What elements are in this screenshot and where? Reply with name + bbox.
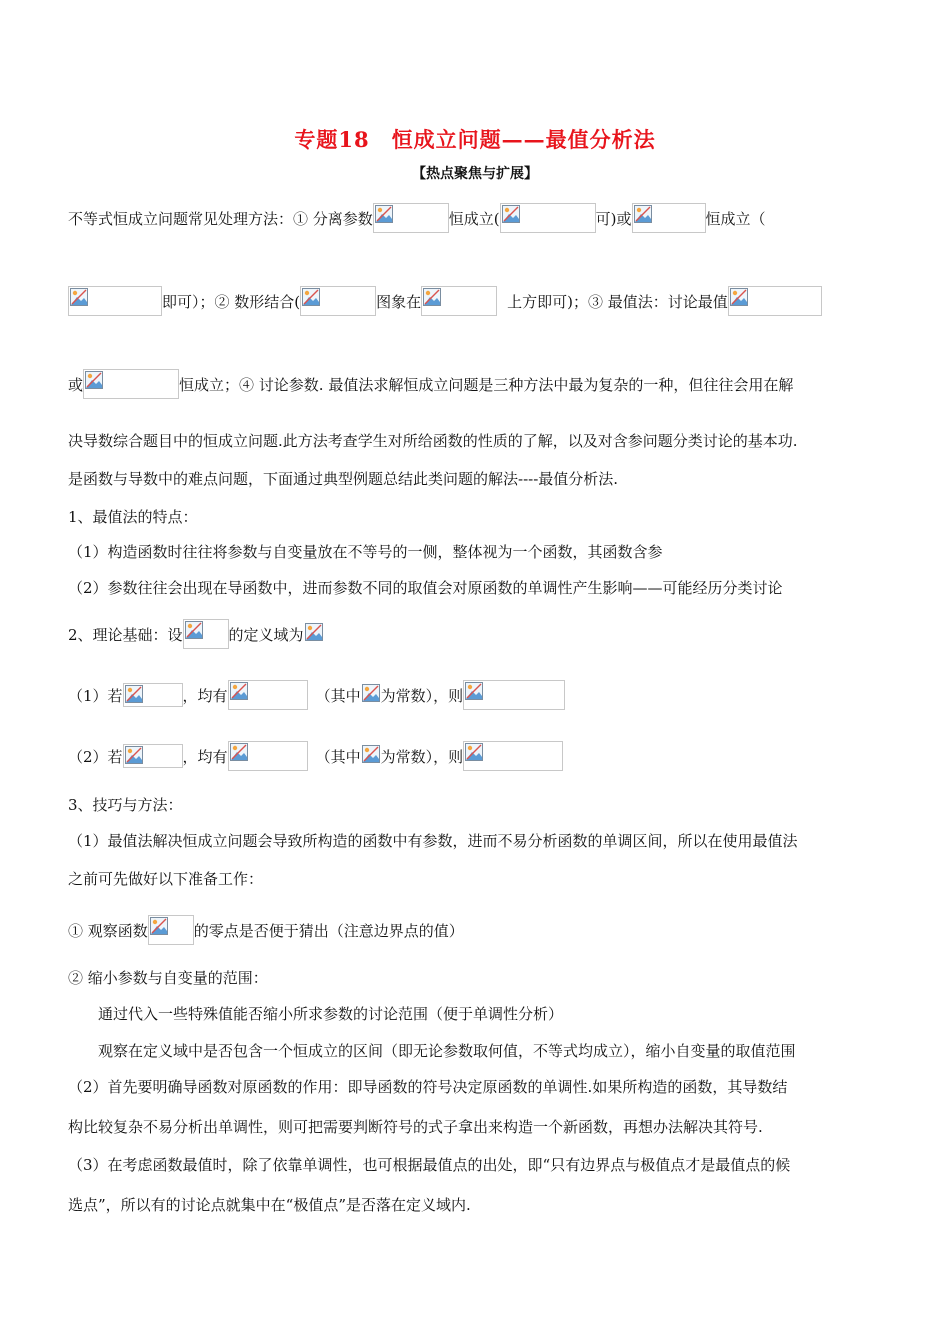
intro-line-5: 是函数与导数中的难点问题，下面通过典型例题总结此类问题的解法----最值分析法. <box>68 469 619 488</box>
broken-image-icon <box>305 623 323 641</box>
section-1-heading: 1、最值法的特点： <box>68 507 198 526</box>
broken-image-icon <box>465 682 483 700</box>
broken-image-icon <box>125 685 143 703</box>
broken-image-icon <box>85 371 103 389</box>
section-text: ① 观察函数 <box>68 921 148 940</box>
section-3-para-2b: 构比较复杂不易分析出单调性，则可把需要判断符号的式子拿出来构造一个新函数，再想办法解决其符号. <box>68 1117 763 1136</box>
intro-text: 或 <box>68 375 84 394</box>
formula-image <box>463 741 563 771</box>
intro-text: 恒成立（ <box>705 209 766 228</box>
formula-image <box>123 744 183 768</box>
formula-image <box>373 203 449 233</box>
formula-image <box>632 203 706 233</box>
intro-text: 恒成立；④ 讨论参数. 最值法求解恒成立问题是三种方法中最为复杂的一种，但往往会用在解 <box>179 375 794 394</box>
section-text: ，均有 <box>182 686 228 705</box>
broken-image-icon <box>362 684 380 702</box>
broken-image-icon <box>150 917 168 935</box>
broken-image-icon <box>230 743 248 761</box>
broken-image-icon <box>70 288 88 306</box>
section-text: （2）若 <box>68 747 123 766</box>
formula-image <box>421 286 497 316</box>
broken-image-icon <box>423 288 441 306</box>
formula-image <box>228 741 308 771</box>
section-text: （其中 <box>315 747 361 766</box>
broken-image-icon <box>185 621 203 639</box>
broken-image-icon <box>634 205 652 223</box>
page-subtitle: 【热点聚焦与扩展】 <box>412 166 538 182</box>
section-text: （1）若 <box>68 686 123 705</box>
formula-image <box>300 286 376 316</box>
section-3-para-2a: （2）首先要明确导函数对原函数的作用：即导函数的符号决定原函数的单调性.如果所构造的函数，其导数结 <box>68 1077 788 1096</box>
intro-text: 不等式恒成立问题常见处理方法：① 分离参数 <box>68 209 373 228</box>
section-1-point-2: （2）参数往往会出现在导函数中，进而参数不同的取值会对原函数的单调性产生影响——可能经历分类讨论 <box>68 578 783 597</box>
formula-image <box>148 915 194 945</box>
step-2-item-2: 观察在定义域中是否包含一个恒成立的区间（即无论参数取何值，不等式均成立），缩小自变量的取值范围 <box>98 1041 796 1060</box>
theory-rule-1 <box>68 679 565 711</box>
formula-image <box>361 744 381 768</box>
formula-image <box>68 286 162 316</box>
formula-image <box>228 680 308 710</box>
section-1-point-1: （1）构造函数时往往将参数与自变量放在不等号的一侧，整体视为一个函数，其函数含参 <box>68 542 663 561</box>
broken-image-icon <box>302 288 320 306</box>
theory-rule-2 <box>68 740 563 772</box>
section-text: （其中 <box>315 686 361 705</box>
formula-image <box>500 203 596 233</box>
formula-image <box>183 619 229 649</box>
section-text: 的定义域为 <box>228 625 304 644</box>
step-2: ② 缩小参数与自变量的范围： <box>68 968 268 987</box>
section-text: 的零点是否便于猜出（注意边界点的值） <box>193 921 464 940</box>
broken-image-icon <box>502 205 520 223</box>
intro-line-3 <box>68 368 793 400</box>
section-3-para-3b: 选点”，所以有的讨论点就集中在“极值点”是否落在定义域内. <box>68 1195 471 1214</box>
step-2-item-1: 通过代入一些特殊值能否缩小所求参数的讨论范围（便于单调性分析） <box>98 1004 564 1023</box>
section-3-para-1a: （1）最值法解决恒成立问题会导致所构造的函数中有参数，进而不易分析函数的单调区间，所以在使用最值法 <box>68 831 798 850</box>
broken-image-icon <box>125 746 143 764</box>
intro-text: 恒成立( <box>448 209 500 228</box>
section-3-para-3a: （3）在考虑函数最值时，除了依靠单调性，也可根据最值点的出处，即“只有边界点与极值点才是最值点的候 <box>68 1155 791 1174</box>
intro-text: 图象在 <box>376 292 422 311</box>
page-title: 专题18 恒成立问题——最值分析法 <box>294 127 656 152</box>
section-text: ，均有 <box>182 747 228 766</box>
broken-image-icon <box>375 205 393 223</box>
section-2-heading <box>68 618 324 650</box>
section-3-para-1b: 之前可先做好以下准备工作： <box>68 869 264 888</box>
step-1 <box>68 914 464 946</box>
section-3-heading: 3、技巧与方法： <box>68 795 183 814</box>
formula-image <box>123 683 183 707</box>
intro-text: 即可）；② 数形结合( <box>162 292 301 311</box>
intro-line-1 <box>68 202 766 234</box>
formula-image <box>304 622 324 646</box>
section-text: 2、理论基础：设 <box>68 625 183 644</box>
intro-line-4: 决导数综合题目中的恒成立问题.此方法考查学生对所给函数的性质的了解，以及对含参问题分类讨论的基本功. <box>68 431 798 450</box>
intro-line-2 <box>68 285 822 317</box>
section-text: 为常数），则 <box>380 686 464 705</box>
formula-image <box>728 286 822 316</box>
broken-image-icon <box>465 743 483 761</box>
intro-text: 上方即可)；③ 最值法：讨论最值 <box>507 292 728 311</box>
formula-image <box>361 683 381 707</box>
formula-image <box>463 680 565 710</box>
intro-text: 可)或 <box>595 209 632 228</box>
broken-image-icon <box>362 745 380 763</box>
broken-image-icon <box>730 288 748 306</box>
broken-image-icon <box>230 682 248 700</box>
formula-image <box>83 369 179 399</box>
section-text: 为常数），则 <box>380 747 464 766</box>
